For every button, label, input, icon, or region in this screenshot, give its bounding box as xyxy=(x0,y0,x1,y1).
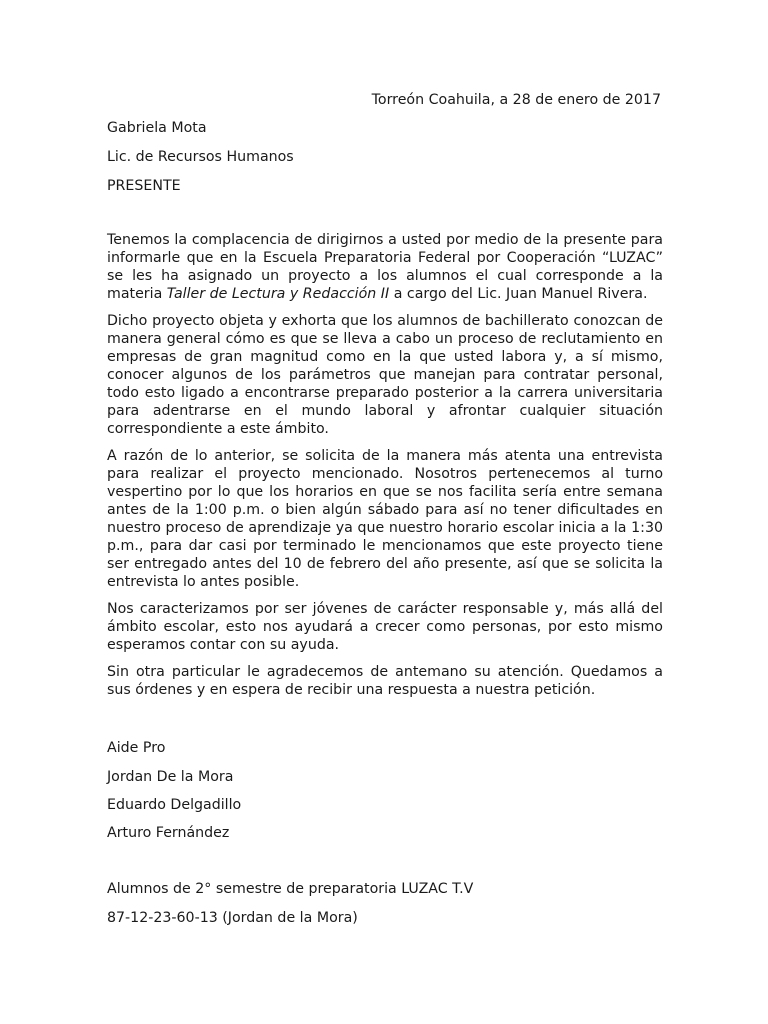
place-date: Torreón Coahuila, a 28 de enero de 2017 xyxy=(371,92,661,108)
signer-2: Jordan De la Mora xyxy=(107,769,234,785)
contact-phone: 87-12-23-60-13 (Jordan de la Mora) xyxy=(107,910,358,926)
student-group: Alumnos de 2° semestre de preparatoria LUZAC T.V xyxy=(107,881,474,897)
signer-3: Eduardo Delgadillo xyxy=(107,797,242,813)
paragraph-3: A razón de lo anterior, se solicita de la manera más atenta una entrevista para realizar el proyecto mencionado. Nosotros pertenecemos al turno vespertino por lo que los horarios en que se nos facilita sería entre semana antes de la 1:00 p.m. o bien algún sábado para así no tener dificultades en nuestro proceso de aprendizaje ya que nuestro horario escolar inicia a la 1:30 p.m., para dar casi por terminado le mencionamos que este proyecto tiene ser entregado antes del 10 de febrero del año presente, así que se solicita la entrevista lo antes posible. xyxy=(107,448,663,590)
recipient-name: Gabriela Mota xyxy=(107,120,207,136)
paragraph-1-start: Tenemos la complacencia de dirigirnos a usted por medio de la presente para informarle que en la Escuela Preparatoria Federal por Cooperación “LUZAC” se les ha asignado un proyecto a los alumnos el cual corresponde a la materia xyxy=(107,232,663,302)
recipient-presente: PRESENTE xyxy=(107,178,181,194)
paragraph-2: Dicho proyecto objeta y exhorta que los alumnos de bachillerato conozcan de manera general cómo es que se lleva a cabo un proceso de reclutamiento en empresas de gran magnitud como en la que usted labora y, a sí mismo, conocer algunos de los parámetros que manejan para contratar personal, todo esto ligado a encontrarse preparado posterior a la carrera universitaria para adentrarse en el mundo laboral y afrontar cualquier situación correspondiente a este ámbito. xyxy=(107,313,663,437)
paragraph-5: Sin otra particular le agradecemos de antemano su atención. Quedamos a sus órdenes y en espera de recibir una respuesta a nuestra petición. xyxy=(107,664,663,698)
paragraph-4: Nos caracterizamos por ser jóvenes de carácter responsable y, más allá del ámbito escolar, esto nos ayudará a crecer como personas, por esto mismo esperamos contar con su ayuda. xyxy=(107,601,663,653)
paragraph-1 xyxy=(107,231,663,303)
recipient-block xyxy=(107,118,663,196)
signer-1: Aide Pro xyxy=(107,740,166,756)
signer-4: Arturo Fernández xyxy=(107,825,230,841)
subject-name: Taller de Lectura y Redacción II xyxy=(166,286,390,302)
paragraph-1-end: a cargo del Lic. Juan Manuel Rivera. xyxy=(389,286,648,302)
recipient-title: Lic. de Recursos Humanos xyxy=(107,149,294,165)
letter-body xyxy=(107,231,663,699)
